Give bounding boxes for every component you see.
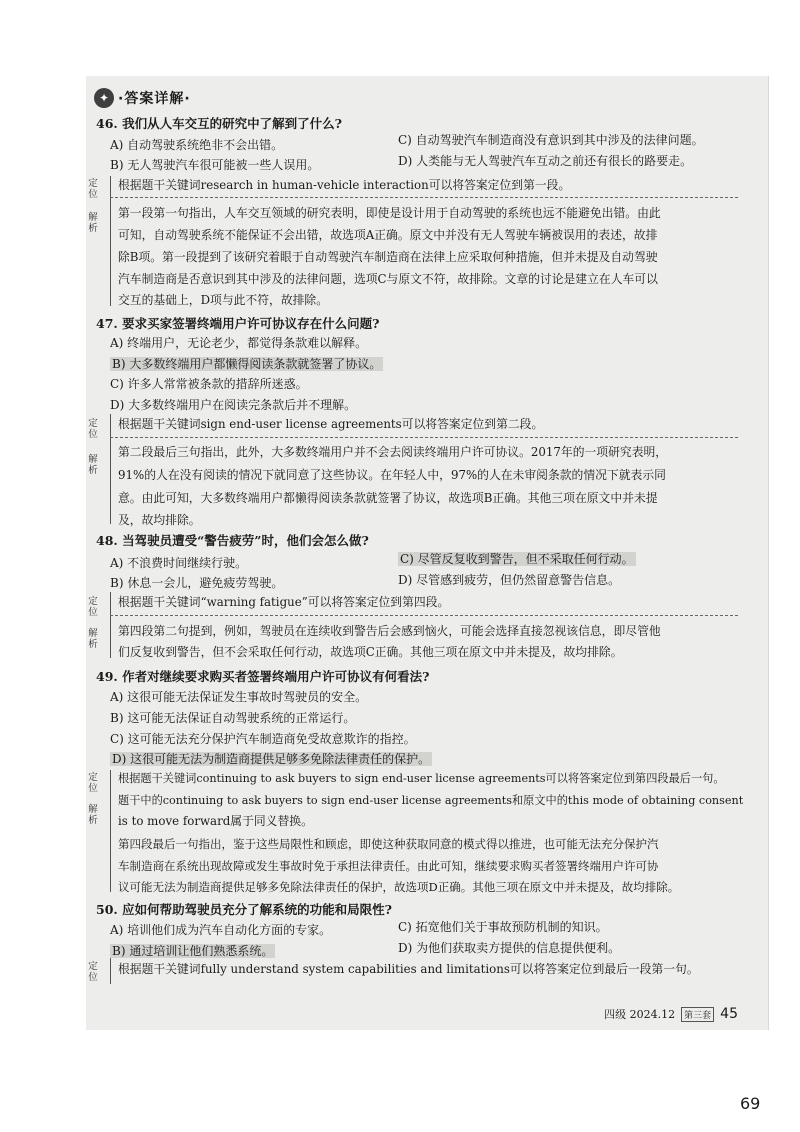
divider — [110, 615, 738, 616]
section-header — [94, 86, 191, 110]
page-number: 69 — [740, 1094, 761, 1113]
question-title: 49. 作者对继续要求购买者签署终端用户许可协议有何看法? — [96, 669, 430, 684]
divider — [110, 197, 738, 198]
question-title: 47. 要求买家签署终端用户许可协议存在什么问题? — [96, 316, 380, 331]
locate-tag: 定位 — [88, 178, 98, 200]
exam-label: 四级 2024.12 — [604, 1008, 676, 1021]
locate-text: 根据题干关键词fully understand system capabilities and limitations可以将答案定位到最后一段第一句。 — [118, 962, 699, 976]
option-b: B) 通过培训让他们熟悉系统。 — [112, 944, 274, 958]
locate-tag: 定位 — [88, 418, 98, 440]
analyze-tag: 解析 — [88, 454, 98, 476]
lightbulb-icon: ✦ — [94, 88, 114, 108]
option-b: B) 无人驾驶汽车很可能被一些人误用。 — [110, 158, 320, 172]
bracket-line — [110, 958, 111, 984]
analysis-line: 交互的基础上，D项与此不符，故排除。 — [118, 293, 329, 307]
question-title: 50. 应如何帮助驾驶员充分了解系统的功能和局限性? — [96, 902, 392, 917]
footer-page-number: 45 — [720, 1006, 738, 1022]
option-c: C) 许多人常常被条款的措辞所迷惑。 — [110, 377, 308, 391]
locate-text: 根据题干关键词continuing to ask buyers to sign end-user license agreements可以将答案定位到第四段最后一句。 — [118, 772, 725, 785]
analysis-line: 车制造商在系统出现故障或发生事故时免于承担法律责任。由此可知，继续要求购买者签署终端用户许可协 — [118, 859, 659, 873]
locate-text: 根据题干关键词“warning fatigue”可以将答案定位到第四段。 — [118, 595, 450, 609]
option-c: C) 自动驾驶汽车制造商没有意识到其中涉及的法律问题。 — [398, 133, 704, 147]
analysis-line: 91%的人在没有阅读的情况下就同意了这些协议。在年轻人中，97%的人在未审阅条款的情况下就表示同 — [118, 468, 666, 482]
analysis-line: 及，故均排除。 — [118, 513, 201, 527]
option-b: B) 这可能无法保证自动驾驶系统的正常运行。 — [110, 711, 356, 725]
set-label: 第三套 — [681, 1007, 714, 1022]
option-d: D) 这很可能无法为制造商提供足够多免除法律责任的保护。 — [112, 752, 431, 766]
bracket-line — [110, 592, 111, 658]
locate-tag: 定位 — [88, 961, 98, 983]
option-a: A) 不浪费时间继续行驶。 — [110, 556, 248, 570]
analysis-line: 第四段最后一句指出，鉴于这些局限性和顾虑，即使这种获取同意的模式得以推进，也可能无法充分保护汽 — [118, 837, 659, 851]
bracket-line — [110, 770, 111, 892]
option-b: B) 休息一会儿，避免疲劳驾驶。 — [110, 576, 284, 590]
option-c: C) 拓宽他们关于事故预防机制的知识。 — [398, 920, 608, 934]
page-footer — [604, 1006, 738, 1022]
option-a: A) 培训他们成为汽车自动化方面的专家。 — [110, 923, 332, 937]
analysis-line: 可知，自动驾驶系统不能保证不会出错，故选项A正确。原文中并没有无人驾驶车辆被误用的表述，故排 — [118, 228, 658, 242]
scanned-page — [86, 76, 769, 1030]
analyze-tag: 解析 — [88, 804, 98, 826]
analysis-line: 意。由此可知，大多数终端用户都懒得阅读条款就签署了协议，故选项B正确。其他三项在原文中并未提 — [118, 491, 658, 505]
divider — [110, 437, 738, 438]
analysis-line: 除B项。第一段提到了该研究着眼于自动驾驶汽车制造商在法律上应采取何种措施，但并未提及自动驾驶 — [118, 250, 658, 264]
analysis-line: 汽车制造商是否意识到其中涉及的法律问题，选项C与原文不符，故排除。文章的讨论是建立在人车可以 — [118, 272, 658, 286]
analysis-line: 第一段第一句指出，人车交互领域的研究表明，即使是设计用于自动驾驶的系统也远不能避免出错。由此 — [118, 206, 661, 220]
option-b: B) 大多数终端用户都懒得阅读条款就签署了协议。 — [112, 357, 382, 371]
analysis-line: 们反复收到警告，但不会采取任何行动，故选项C正确。其他三项在原文中并未提及，故均排除。 — [118, 645, 623, 659]
analysis-line: 第二段最后三句指出，此外，大多数终端用户并不会去阅读终端用户许可协议。2017年的一项研究表明， — [118, 445, 668, 459]
locate-tag: 定位 — [88, 772, 98, 794]
locate-text: 根据题干关键词sign end-user license agreements可以将答案定位到第二段。 — [118, 417, 544, 431]
option-d: D) 大多数终端用户在阅读完条款后并不理解。 — [110, 398, 357, 412]
option-c: C) 尽管反复收到警告，但不采取任何行动。 — [400, 552, 634, 566]
option-c: C) 这可能无法充分保护汽车制造商免受故意欺诈的指控。 — [110, 732, 416, 746]
section-title: ·答案详解· — [118, 91, 191, 107]
option-a: A) 终端用户，无论老少，都觉得条款难以解释。 — [110, 336, 368, 350]
option-a: A) 这很可能无法保证发生事故时驾驶员的安全。 — [110, 690, 368, 704]
locate-tag: 定位 — [88, 596, 98, 618]
locate-text: 根据题干关键词research in human-vehicle interaction可以将答案定位到第一段。 — [118, 178, 571, 192]
analysis-line: 第四段第二句提到，例如，驾驶员在连续收到警告后会感到恼火，可能会选择直接忽视该信息，即尽管他 — [118, 624, 661, 638]
bracket-line — [110, 414, 111, 524]
option-d: D) 为他们获取卖方提供的信息提供便利。 — [398, 941, 621, 955]
option-a: A) 自动驾驶系统绝非不会出错。 — [110, 138, 284, 152]
option-d: D) 尽管感到疲劳，但仍然留意警告信息。 — [398, 573, 621, 587]
analyze-tag: 解析 — [88, 212, 98, 234]
option-d: D) 人类能与无人驾驶汽车互动之前还有很长的路要走。 — [398, 154, 693, 168]
question-title: 48. 当驾驶员遭受“警告疲劳”时，他们会怎么做? — [96, 533, 369, 548]
analysis-line: 题干中的continuing to ask buyers to sign end-user license agreements和原文中的this mode of obtaining consent — [118, 794, 744, 807]
analysis-line: is to move forward属于同义替换。 — [118, 814, 313, 828]
analyze-tag: 解析 — [88, 628, 98, 650]
question-title: 46. 我们从人车交互的研究中了解到了什么? — [96, 116, 342, 131]
analysis-line: 议可能无法为制造商提供足够多免除法律责任的保护，故选项D正确。其他三项在原文中并未提及，故均排除。 — [118, 880, 680, 894]
bracket-line — [110, 176, 111, 306]
